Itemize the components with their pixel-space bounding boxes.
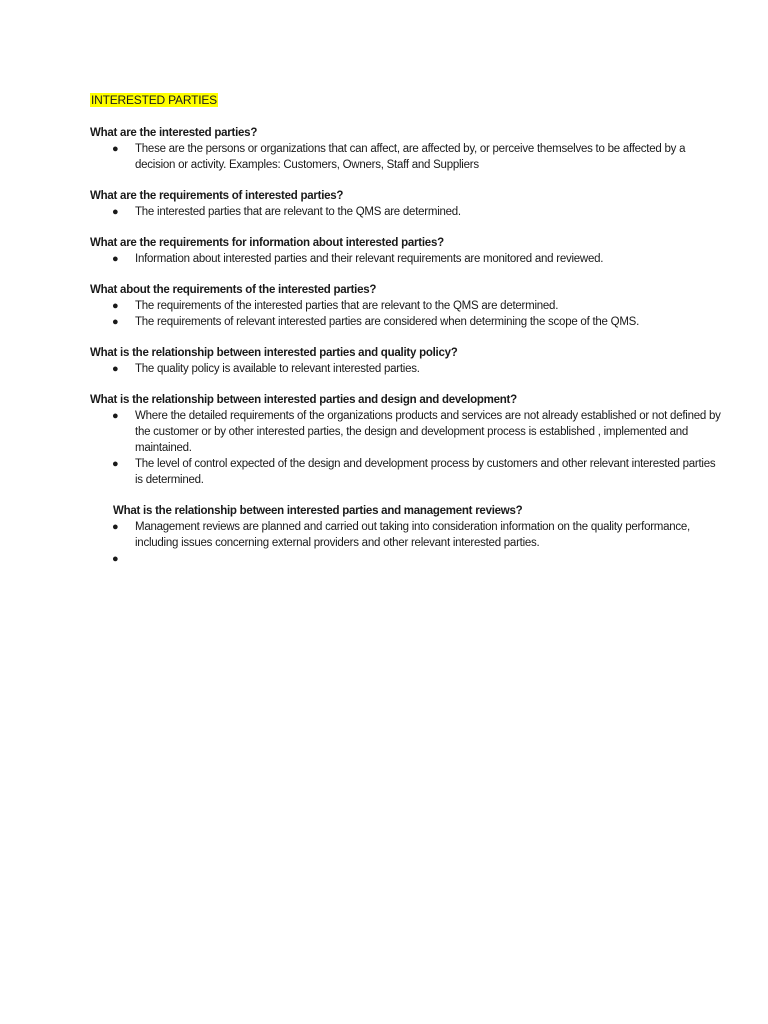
answer-text: The interested parties that are relevant to the QMS are determined. <box>135 206 461 218</box>
answer-text: Where the detailed requirements of the organizations products and services are not already established or not defined by the customer or by other interested parties, the design and development process is established , implemented and maintained. <box>135 410 721 454</box>
section-information-requirements <box>90 235 678 267</box>
section-question: What is the relationship between interested parties and management reviews? <box>113 505 523 517</box>
answer-list <box>90 251 678 267</box>
section-question: What is the relationship between interested parties and design and development? <box>90 394 517 406</box>
list-item <box>90 361 725 377</box>
bullet-icon: ● <box>112 143 119 155</box>
section-question: What are the requirements of interested parties? <box>90 190 344 202</box>
list-item <box>90 456 725 488</box>
answer-text: The level of control expected of the design and development process by customers and other relevant interested parties is determined. <box>135 458 716 486</box>
answer-list <box>90 519 691 567</box>
list-item <box>90 204 725 220</box>
list-item <box>90 251 725 267</box>
list-item <box>90 519 725 551</box>
bullet-icon: ● <box>112 553 119 565</box>
section-quality-policy <box>90 345 678 377</box>
section-requirements <box>90 188 678 220</box>
bullet-icon: ● <box>112 253 119 265</box>
bullet-icon: ● <box>112 410 119 422</box>
section-management-reviews <box>112 503 691 567</box>
answer-list <box>90 408 721 488</box>
answer-list <box>90 361 678 377</box>
section-about-requirements <box>90 282 678 330</box>
section-question: What are the requirements for information about interested parties? <box>90 237 444 249</box>
list-item-empty <box>90 551 725 567</box>
bullet-icon: ● <box>112 363 119 375</box>
list-item <box>90 141 725 173</box>
answer-text: The requirements of the interested parties that are relevant to the QMS are determined. <box>135 300 559 312</box>
answer-text: These are the persons or organizations that can affect, are affected by, or perceive themselves to be affected by a decision or activity. Examples: Customers, Owners, Staff and Suppliers <box>135 143 686 171</box>
section-question: What is the relationship between interested parties and quality policy? <box>90 347 458 359</box>
section-interested-parties <box>90 125 686 173</box>
bullet-icon: ● <box>112 316 119 328</box>
document-title: INTERESTED PARTIES <box>91 93 217 107</box>
list-item <box>90 408 725 456</box>
answer-list <box>90 298 678 330</box>
answer-text: Management reviews are planned and carried out taking into consideration information on the quality performance, including issues concerning external providers and other relevant interested parties. <box>135 521 691 549</box>
section-design-development <box>90 392 721 488</box>
bullet-icon: ● <box>112 521 119 533</box>
list-item <box>90 314 725 330</box>
answer-list <box>90 204 678 220</box>
answer-list <box>90 141 686 173</box>
section-question: What about the requirements of the interested parties? <box>90 284 377 296</box>
answer-text: The quality policy is available to relevant interested parties. <box>135 363 420 375</box>
bullet-icon: ● <box>112 206 119 218</box>
section-question: What are the interested parties? <box>90 127 258 139</box>
answer-text: Information about interested parties and their relevant requirements are monitored and reviewed. <box>135 253 604 265</box>
list-item <box>90 298 725 314</box>
bullet-icon: ● <box>112 300 119 312</box>
bullet-icon: ● <box>112 458 119 470</box>
answer-text: The requirements of relevant interested parties are considered when determining the scope of the QMS. <box>135 316 640 328</box>
